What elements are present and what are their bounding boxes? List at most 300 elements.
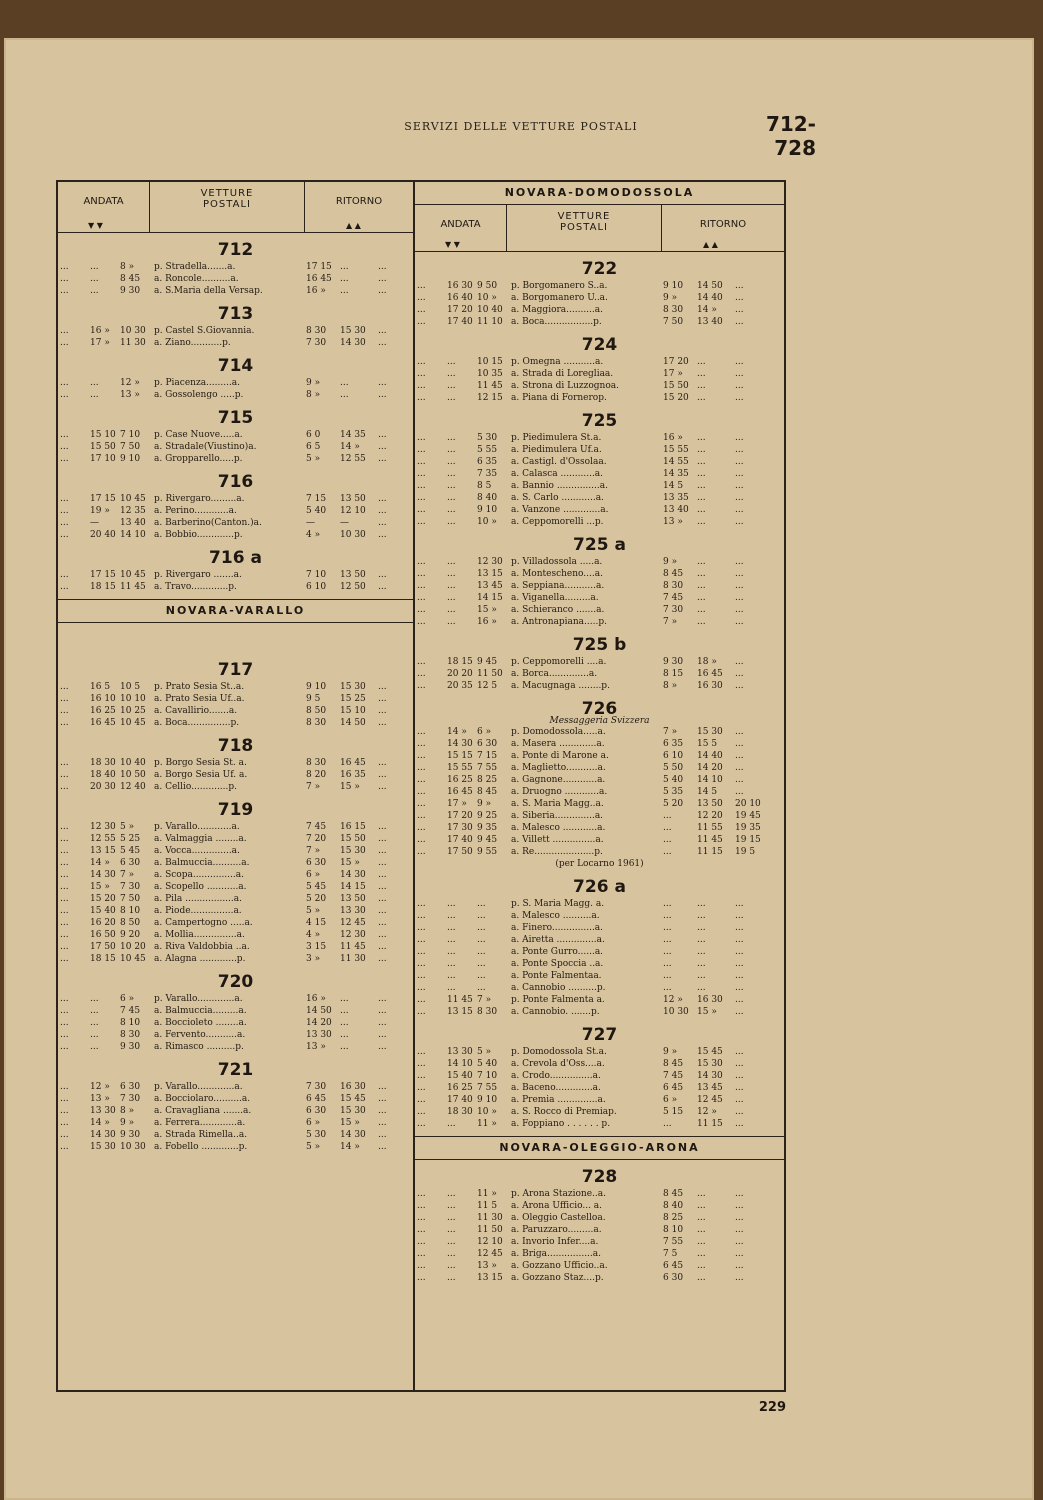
andata-col-3: 9 10 — [477, 505, 498, 515]
ritorno-col-2: 14 » — [340, 442, 360, 452]
ritorno-col-1: 8 45 — [663, 1059, 684, 1069]
station: a. Cannobio. .......p. — [511, 1007, 600, 1017]
ritorno-col-1: 7 » — [306, 846, 321, 856]
andata-col-3: 9 30 — [120, 1042, 141, 1052]
andata-col-2: 16 40 — [447, 293, 473, 303]
andata-col-2: ... — [447, 1261, 456, 1271]
timetable-row — [415, 292, 784, 304]
andata-col-1: ... — [417, 1083, 426, 1093]
andata-col-3: 6 » — [120, 994, 135, 1004]
ritorno-col-1: 7 45 — [306, 822, 327, 832]
ritorno-col-3: ... — [378, 430, 387, 440]
andata-col-2: 15 50 — [90, 442, 116, 452]
andata-col-3: 10 » — [477, 1107, 497, 1117]
ritorno-col-1: 6 » — [663, 1095, 678, 1105]
timetable-row — [58, 517, 413, 529]
timetable-row — [415, 1082, 784, 1094]
ritorno-col-3: ... — [378, 882, 387, 892]
ritorno-col-1: ... — [663, 1119, 672, 1129]
andata-col-1: ... — [60, 718, 69, 728]
ritorno-col-2: 11 15 — [697, 1119, 723, 1129]
ritorno-col-1: 8 15 — [663, 669, 684, 679]
ritorno-col-3: 19 15 — [735, 835, 761, 845]
andata-col-3: 8 10 — [120, 906, 141, 916]
ritorno-col-1: 8 30 — [663, 305, 684, 315]
ritorno-col-3: ... — [735, 787, 744, 797]
timetable-row — [415, 568, 784, 580]
station: a. Ferrera.............a. — [154, 1118, 246, 1128]
station: a. Crevola d'Oss....a. — [511, 1059, 605, 1069]
station: a. Piode...............a. — [154, 906, 242, 916]
band-novara-varallo: NOVARA-VARALLO — [58, 599, 413, 623]
ritorno-col-2: ... — [697, 899, 706, 909]
timetable-row — [415, 1058, 784, 1070]
andata-col-3: ... — [477, 923, 486, 933]
ritorno-col-3: ... — [378, 930, 387, 940]
station: p. Rivergaro.........a. — [154, 494, 245, 504]
andata-col-3: 11 30 — [477, 1213, 503, 1223]
andata-col-1: ... — [60, 1018, 69, 1028]
ritorno-col-1: 8 45 — [663, 569, 684, 579]
andata-col-2: 18 30 — [447, 1107, 473, 1117]
right-column — [415, 182, 784, 1390]
andata-col-1: ... — [417, 445, 426, 455]
andata-col-3: 6 30 — [120, 1082, 141, 1092]
timetable-row — [415, 304, 784, 316]
andata-col-3: 12 5 — [477, 681, 498, 691]
andata-col-2: 13 15 — [90, 846, 116, 856]
timetable-row — [58, 881, 413, 893]
andata-col-3: 9 35 — [477, 823, 498, 833]
page-number: 229 — [758, 1400, 786, 1415]
timetable-row — [415, 1106, 784, 1118]
andata-col-1: ... — [60, 262, 69, 272]
andata-col-1: ... — [417, 369, 426, 379]
timetable-frame — [56, 180, 786, 1392]
station: p. Ponte Falmenta a. — [511, 995, 605, 1005]
station: a. Ponte Falmentaa. — [511, 971, 602, 981]
ritorno-col-2: 11 45 — [697, 835, 723, 845]
station: a. S. Carlo ............a. — [511, 493, 604, 503]
ritorno-col-3: ... — [735, 681, 744, 691]
andata-col-3: 11 » — [477, 1189, 497, 1199]
ritorno-col-3: ... — [378, 706, 387, 716]
andata-col-3: 5 30 — [477, 433, 498, 443]
andata-col-1: ... — [417, 1237, 426, 1247]
andata-col-3: 10 » — [477, 293, 497, 303]
andata-col-3: 10 10 — [120, 694, 146, 704]
andata-col-1: ... — [60, 894, 69, 904]
station: a. Maggiora..........a. — [511, 305, 603, 315]
timetable-row — [415, 958, 784, 970]
andata-col-1: ... — [417, 1213, 426, 1223]
ritorno-col-1: ... — [663, 947, 672, 957]
andata-col-2: 11 45 — [447, 995, 473, 1005]
ritorno-col-2: 14 50 — [697, 281, 723, 291]
andata-col-3: 13 15 — [477, 1273, 503, 1283]
andata-col-3: 7 55 — [477, 1083, 498, 1093]
ritorno-col-1: 17 20 — [663, 357, 689, 367]
ritorno-col-3: ... — [735, 481, 744, 491]
andata-col-3: ... — [477, 899, 486, 909]
andata-col-3: 11 50 — [477, 1225, 503, 1235]
andata-col-3: 10 35 — [477, 369, 503, 379]
route-number: 715 — [217, 408, 254, 428]
andata-col-3: 8 45 — [120, 274, 141, 284]
route-number: 713 — [217, 304, 254, 324]
andata-col-3: 14 10 — [120, 530, 146, 540]
station: a. Bannio ...............a. — [511, 481, 608, 491]
route-number: 716 — [217, 472, 254, 492]
andata-col-3: 7 45 — [120, 1006, 141, 1016]
andata-col-2: ... — [447, 433, 456, 443]
ritorno-col-1: 6 45 — [663, 1083, 684, 1093]
andata-col-1: ... — [60, 1006, 69, 1016]
station: a. Crodo...............a. — [511, 1071, 601, 1081]
andata-col-3: 8 5 — [477, 481, 492, 491]
timetable-row — [58, 581, 413, 593]
ritorno-col-2: 14 10 — [697, 775, 723, 785]
timetable-row — [415, 910, 784, 922]
ritorno-col-3: ... — [378, 942, 387, 952]
station: a. Scopa...............a. — [154, 870, 244, 880]
header-ritorno-right — [661, 205, 784, 251]
station: a. Strada Rimella..a. — [154, 1130, 248, 1140]
andata-col-1: ... — [60, 758, 69, 768]
ritorno-col-2: 10 30 — [340, 530, 366, 540]
timetable-row — [58, 1117, 413, 1129]
ritorno-col-1: ... — [663, 923, 672, 933]
andata-col-3: 12 40 — [120, 782, 146, 792]
ritorno-col-1: 6 45 — [663, 1261, 684, 1271]
ritorno-col-2: ... — [340, 1042, 349, 1052]
ritorno-col-1: 7 30 — [306, 1082, 327, 1092]
ritorno-col-1: 5 45 — [306, 882, 327, 892]
andata-col-2: ... — [447, 923, 456, 933]
station: a. S. Maria Magg..a. — [511, 799, 604, 809]
andata-col-1: ... — [417, 393, 426, 403]
andata-col-3: 10 30 — [120, 1142, 146, 1152]
andata-col-3: 11 45 — [120, 582, 146, 592]
ritorno-col-1: 6 » — [306, 1118, 321, 1128]
ritorno-col-3: ... — [378, 694, 387, 704]
andata-col-3: ... — [477, 959, 486, 969]
andata-col-3: 9 10 — [477, 1095, 498, 1105]
running-header: SERVIZI DELLE VETTURE POSTALI — [404, 120, 638, 133]
route-number: 719 — [217, 800, 254, 820]
andata-col-2: ... — [447, 605, 456, 615]
down-arrows-icon: ▼ ▼ — [88, 221, 103, 230]
andata-col-3: 15 » — [477, 605, 497, 615]
andata-col-3: ... — [477, 947, 486, 957]
ritorno-col-1: ... — [663, 935, 672, 945]
ritorno-col-2: 14 5 — [697, 787, 718, 797]
andata-col-1: ... — [417, 1007, 426, 1017]
ritorno-col-3: ... — [735, 1201, 744, 1211]
andata-col-2: 15 20 — [90, 894, 116, 904]
andata-col-3: 10 » — [477, 517, 497, 527]
timetable-row — [415, 492, 784, 504]
station: a. Barberino(Canton.)a. — [154, 518, 262, 528]
andata-col-1: ... — [60, 770, 69, 780]
left-routes-2 — [58, 659, 413, 1153]
station: a. Seppiana...........a. — [511, 581, 605, 591]
andata-col-3: 9 20 — [120, 930, 141, 940]
andata-col-1: ... — [60, 570, 69, 580]
ritorno-col-3: ... — [735, 947, 744, 957]
ritorno-col-2: 11 15 — [697, 847, 723, 857]
route-number: 727 — [581, 1025, 618, 1045]
andata-col-1: ... — [417, 935, 426, 945]
station: a. Masera .............a. — [511, 739, 605, 749]
ritorno-col-1: 8 » — [663, 681, 678, 691]
andata-col-3: 10 40 — [477, 305, 503, 315]
ritorno-col-2: ... — [697, 569, 706, 579]
timetable-row — [58, 845, 413, 857]
ritorno-col-1: 5 30 — [306, 1130, 327, 1140]
andata-col-2: 15 30 — [90, 1142, 116, 1152]
station: p. Case Nuove.....a. — [154, 430, 243, 440]
ritorno-col-1: 9 30 — [663, 657, 684, 667]
ritorno-col-2: 14 30 — [340, 1130, 366, 1140]
andata-col-2: 18 40 — [90, 770, 116, 780]
andata-col-3: 10 15 — [477, 357, 503, 367]
andata-col-3: 7 15 — [477, 751, 498, 761]
andata-col-2: 17 50 — [90, 942, 116, 952]
timetable-row — [415, 846, 784, 858]
ritorno-col-3: ... — [735, 445, 744, 455]
ritorno-col-2: 11 45 — [340, 942, 366, 952]
timetable-row — [415, 444, 784, 456]
ritorno-col-2: 15 30 — [697, 1059, 723, 1069]
timetable-row — [58, 681, 413, 693]
ritorno-col-2: 12 45 — [340, 918, 366, 928]
andata-col-2: 20 30 — [90, 782, 116, 792]
station: p. S. Maria Magg. a. — [511, 899, 605, 909]
station: a. Cellio.............p. — [154, 782, 238, 792]
station: a. Boca...............p. — [154, 718, 240, 728]
andata-col-3: 9 45 — [477, 657, 498, 667]
ritorno-label-right: RITORNO — [699, 219, 747, 230]
timetable-row — [415, 504, 784, 516]
ritorno-col-3: ... — [735, 305, 744, 315]
andata-col-3: 7 30 — [120, 882, 141, 892]
andata-col-2: 16 45 — [90, 718, 116, 728]
timetable-row — [415, 822, 784, 834]
ritorno-col-1: 6 10 — [306, 582, 327, 592]
timetable-row — [415, 982, 784, 994]
ritorno-col-2: 12 10 — [340, 506, 366, 516]
ritorno-col-2: 13 50 — [340, 494, 366, 504]
station: a. Castigl. d'Ossolaa. — [511, 457, 607, 467]
andata-col-1: ... — [417, 469, 426, 479]
andata-col-1: ... — [417, 605, 426, 615]
ritorno-col-3: ... — [735, 995, 744, 1005]
ritorno-col-2: 15 30 — [340, 326, 366, 336]
andata-col-1: ... — [60, 378, 69, 388]
ritorno-col-1: 9 10 — [306, 682, 327, 692]
timetable-row — [415, 1212, 784, 1224]
ritorno-col-1: 10 30 — [663, 1007, 689, 1017]
station: p. Varallo.............a. — [154, 1082, 243, 1092]
andata-col-2: 16 45 — [447, 787, 473, 797]
andata-col-1: ... — [60, 454, 69, 464]
andata-col-1: ... — [60, 994, 69, 1004]
station: a. Paruzzaro.........a. — [511, 1225, 602, 1235]
ritorno-col-2: ... — [697, 557, 706, 567]
andata-col-3: 8 » — [120, 262, 135, 272]
andata-col-3: 11 5 — [477, 1201, 498, 1211]
ritorno-col-3: ... — [735, 983, 744, 993]
ritorno-col-2: ... — [340, 378, 349, 388]
ritorno-col-3: ... — [378, 442, 387, 452]
ritorno-col-3: ... — [378, 682, 387, 692]
andata-col-1: ... — [417, 1071, 426, 1081]
ritorno-col-3: ... — [378, 894, 387, 904]
ritorno-col-2: 14 15 — [340, 882, 366, 892]
andata-col-2: 16 25 — [447, 775, 473, 785]
station: a. Travo.............p. — [154, 582, 237, 592]
ritorno-col-2: ... — [697, 1237, 706, 1247]
station: a. Riva Valdobbia ..a. — [154, 942, 250, 952]
andata-col-2: ... — [447, 369, 456, 379]
ritorno-col-3: ... — [735, 1047, 744, 1057]
ritorno-col-1: 7 15 — [306, 494, 327, 504]
ritorno-col-3: ... — [378, 1094, 387, 1104]
ritorno-col-3: ... — [735, 581, 744, 591]
andata-col-2: 14 10 — [447, 1059, 473, 1069]
andata-col-1: ... — [60, 286, 69, 296]
andata-col-1: ... — [417, 727, 426, 737]
station: p. Arona Stazione..a. — [511, 1189, 606, 1199]
ritorno-col-2: 16 45 — [340, 758, 366, 768]
timetable-row — [58, 705, 413, 717]
ritorno-col-1: 9 5 — [306, 694, 321, 704]
andata-col-2: ... — [447, 971, 456, 981]
route-number: 714 — [217, 356, 254, 376]
ritorno-col-3: ... — [378, 494, 387, 504]
andata-col-3: 9 30 — [120, 286, 141, 296]
andata-col-3: 12 » — [120, 378, 140, 388]
ritorno-col-2: 15 » — [340, 858, 360, 868]
ritorno-col-2: ... — [697, 911, 706, 921]
ritorno-col-3: ... — [735, 1249, 744, 1259]
andata-col-3: 13 40 — [120, 518, 146, 528]
andata-col-3: 8 40 — [477, 493, 498, 503]
ritorno-col-3: ... — [378, 758, 387, 768]
andata-col-1: ... — [60, 1094, 69, 1104]
station: a. Alagna .............p. — [154, 954, 246, 964]
timetable-row — [58, 893, 413, 905]
andata-col-1: ... — [60, 882, 69, 892]
vetture-label: VETTURE — [200, 188, 254, 199]
ritorno-col-1: 7 5 — [663, 1249, 678, 1259]
station: a. Stradale(Viustino)a. — [154, 442, 257, 452]
ritorno-col-2: 13 40 — [697, 317, 723, 327]
timetable-row — [58, 389, 413, 401]
andata-col-2: ... — [447, 357, 456, 367]
andata-col-3: 12 10 — [477, 1237, 503, 1247]
ritorno-col-1: ... — [663, 959, 672, 969]
andata-col-1: ... — [60, 1130, 69, 1140]
andata-col-2: 15 15 — [447, 751, 473, 761]
andata-col-3: 8 30 — [477, 1007, 498, 1017]
andata-col-1: ... — [417, 281, 426, 291]
andata-col-1: ... — [417, 1189, 426, 1199]
timetable-row — [58, 821, 413, 833]
station: a. Gozzano Staz....p. — [511, 1273, 604, 1283]
timetable-row — [415, 1200, 784, 1212]
ritorno-col-1: 7 50 — [663, 317, 684, 327]
andata-col-3: 11 10 — [477, 317, 503, 327]
andata-col-1: ... — [60, 942, 69, 952]
ritorno-col-2: ... — [697, 959, 706, 969]
station: a. Gossolengo .....p. — [154, 390, 244, 400]
ritorno-col-3: ... — [735, 899, 744, 909]
ritorno-col-3: ... — [378, 906, 387, 916]
station: a. Ceppomorelli ...p. — [511, 517, 604, 527]
station: a. Mollia...............a. — [154, 930, 245, 940]
ritorno-col-2: 14 30 — [340, 338, 366, 348]
ritorno-col-2: 15 45 — [697, 1047, 723, 1057]
andata-col-3: 13 15 — [477, 569, 503, 579]
andata-col-1: ... — [417, 835, 426, 845]
route-number: 712 — [217, 240, 254, 260]
ritorno-col-3: ... — [378, 1130, 387, 1140]
timetable-row — [58, 693, 413, 705]
ritorno-col-1: 3 15 — [306, 942, 327, 952]
route-subtitle: Messaggeria Svizzera — [549, 716, 650, 726]
andata-col-3: 5 40 — [477, 1059, 498, 1069]
andata-col-2: 17 40 — [447, 317, 473, 327]
timetable-row — [58, 1093, 413, 1105]
andata-col-1: ... — [417, 811, 426, 821]
andata-col-2: 16 10 — [90, 694, 116, 704]
ritorno-col-3: 20 10 — [735, 799, 761, 809]
ritorno-col-3: ... — [735, 1261, 744, 1271]
station: a. Boccioleto ........a. — [154, 1018, 247, 1028]
andata-col-2: 16 25 — [90, 706, 116, 716]
postali-label: POSTALI — [203, 199, 251, 210]
route-number: 725 b — [572, 635, 627, 655]
timetable-row — [415, 432, 784, 444]
ritorno-col-2: 14 50 — [340, 718, 366, 728]
ritorno-col-3: ... — [735, 369, 744, 379]
station: a. Fobello .............p. — [154, 1142, 248, 1152]
andata-col-3: ... — [477, 971, 486, 981]
andata-col-1: ... — [417, 457, 426, 467]
andata-col-2: ... — [90, 274, 99, 284]
ritorno-col-3: ... — [378, 1042, 387, 1052]
andata-col-1: ... — [60, 706, 69, 716]
andata-col-1: ... — [60, 506, 69, 516]
ritorno-col-3: 19 35 — [735, 823, 761, 833]
timetable-row — [415, 898, 784, 910]
ritorno-col-3: ... — [735, 593, 744, 603]
station: a. Oleggio Castelloa. — [511, 1213, 606, 1223]
left-column — [58, 182, 415, 1390]
andata-col-3: 8 10 — [120, 1018, 141, 1028]
header-andata-right — [415, 205, 507, 251]
andata-col-2: 17 » — [447, 799, 467, 809]
andata-col-2: ... — [447, 617, 456, 627]
ritorno-col-3: ... — [378, 918, 387, 928]
ritorno-col-1: 5 35 — [663, 787, 684, 797]
andata-col-2: ... — [90, 1006, 99, 1016]
andata-col-3: 10 50 — [120, 770, 146, 780]
timetable-row — [58, 1129, 413, 1141]
andata-col-3: 5 » — [120, 822, 135, 832]
